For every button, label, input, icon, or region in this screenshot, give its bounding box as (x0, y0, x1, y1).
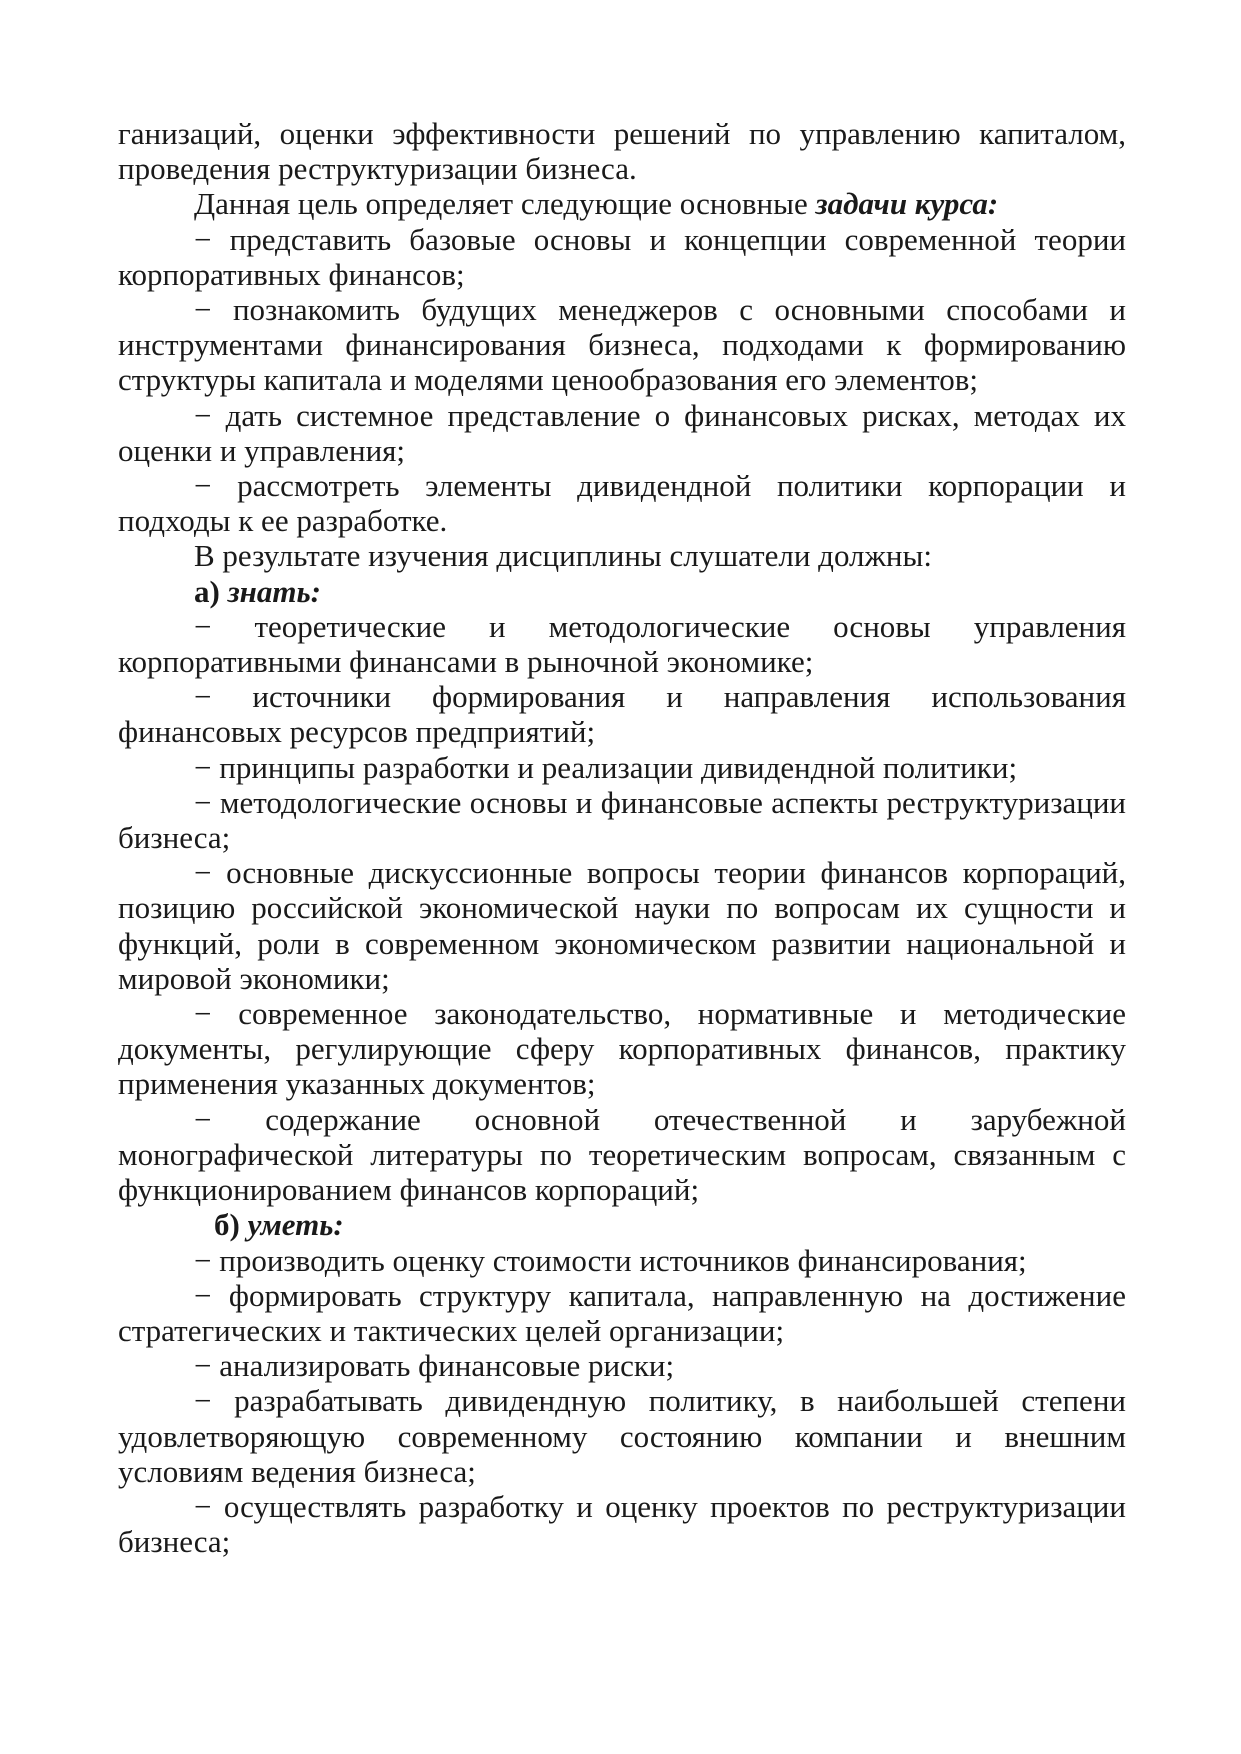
know-item: − основные дискуссионные вопросы теории финансов корпораций, позицию российской экономической науки по вопросам их сущности и функций, роли в современном экономическом развитии национальной и мировой экономики; (118, 855, 1126, 996)
know-item: − современное законодательство, нормативные и методические документы, регулирующие сферу корпоративных финансов, практику применения указанных документов; (118, 996, 1126, 1102)
paragraph-course-goal (118, 186, 1126, 221)
course-tasks-emphasis: задачи курса: (815, 186, 999, 222)
able-item: − осуществлять разработку и оценку проектов по реструктуризации бизнеса; (118, 1488, 1126, 1560)
course-goal-text: Данная цель определяет следующие основные (194, 186, 816, 222)
task-item: − рассмотреть элементы дивидендной политики корпорации и подходы к ее разработке. (118, 468, 1126, 539)
task-item: − дать системное представление о финансовых рисках, методах их оценки и управления; (118, 397, 1126, 468)
know-item: − принципы разработки и реализации дивидендной политики; (194, 749, 1018, 785)
know-heading (118, 574, 1126, 609)
paragraph-continuation: ганизаций, оценки эффективности решений по управлению капиталом, проведения реструктуризации бизнеса. (118, 116, 1126, 187)
know-item: − теоретические и методологические основы управления корпоративными финансами в рыночной экономике; (118, 608, 1126, 680)
able-item: − разрабатывать дивидендную политику, в наибольшей степени удовлетворяющую современному состоянию компании и внешним условиям ведения бизнеса; (118, 1383, 1126, 1489)
able-emphasis: уметь: (247, 1207, 344, 1243)
able-item: − производить оценку стоимости источников финансирования; (194, 1242, 1027, 1278)
know-item: − источники формирования и направления использования финансовых ресурсов предприятий; (118, 679, 1126, 750)
know-emphasis: знать: (227, 573, 321, 609)
task-item: − представить базовые основы и концепции современной теории корпоративных финансов; (118, 221, 1126, 292)
body-text (118, 116, 1126, 1559)
know-item: − методологические основы и финансовые аспекты реструктуризации бизнеса; (118, 784, 1126, 856)
able-item: − формировать структуру капитала, направленную на достижение стратегических и тактических целей организации; (118, 1277, 1126, 1348)
able-label: б) (214, 1207, 248, 1243)
able-heading (118, 1207, 1126, 1242)
task-item: − познакомить будущих менеджеров с основными способами и инструментами финансирования бизнеса, подходами к формированию структуры капитала и моделями ценообразования его элементов; (118, 292, 1126, 398)
know-label: а) (194, 573, 228, 609)
know-item: − содержание основной отечественной и зарубежной монографической литературы по теоретическим вопросам, связанным с функционированием финансов корпораций; (118, 1101, 1126, 1208)
able-item: − анализировать финансовые риски; (194, 1348, 675, 1384)
paragraph-result-intro: В результате изучения дисциплины слушатели должны: (194, 538, 932, 574)
